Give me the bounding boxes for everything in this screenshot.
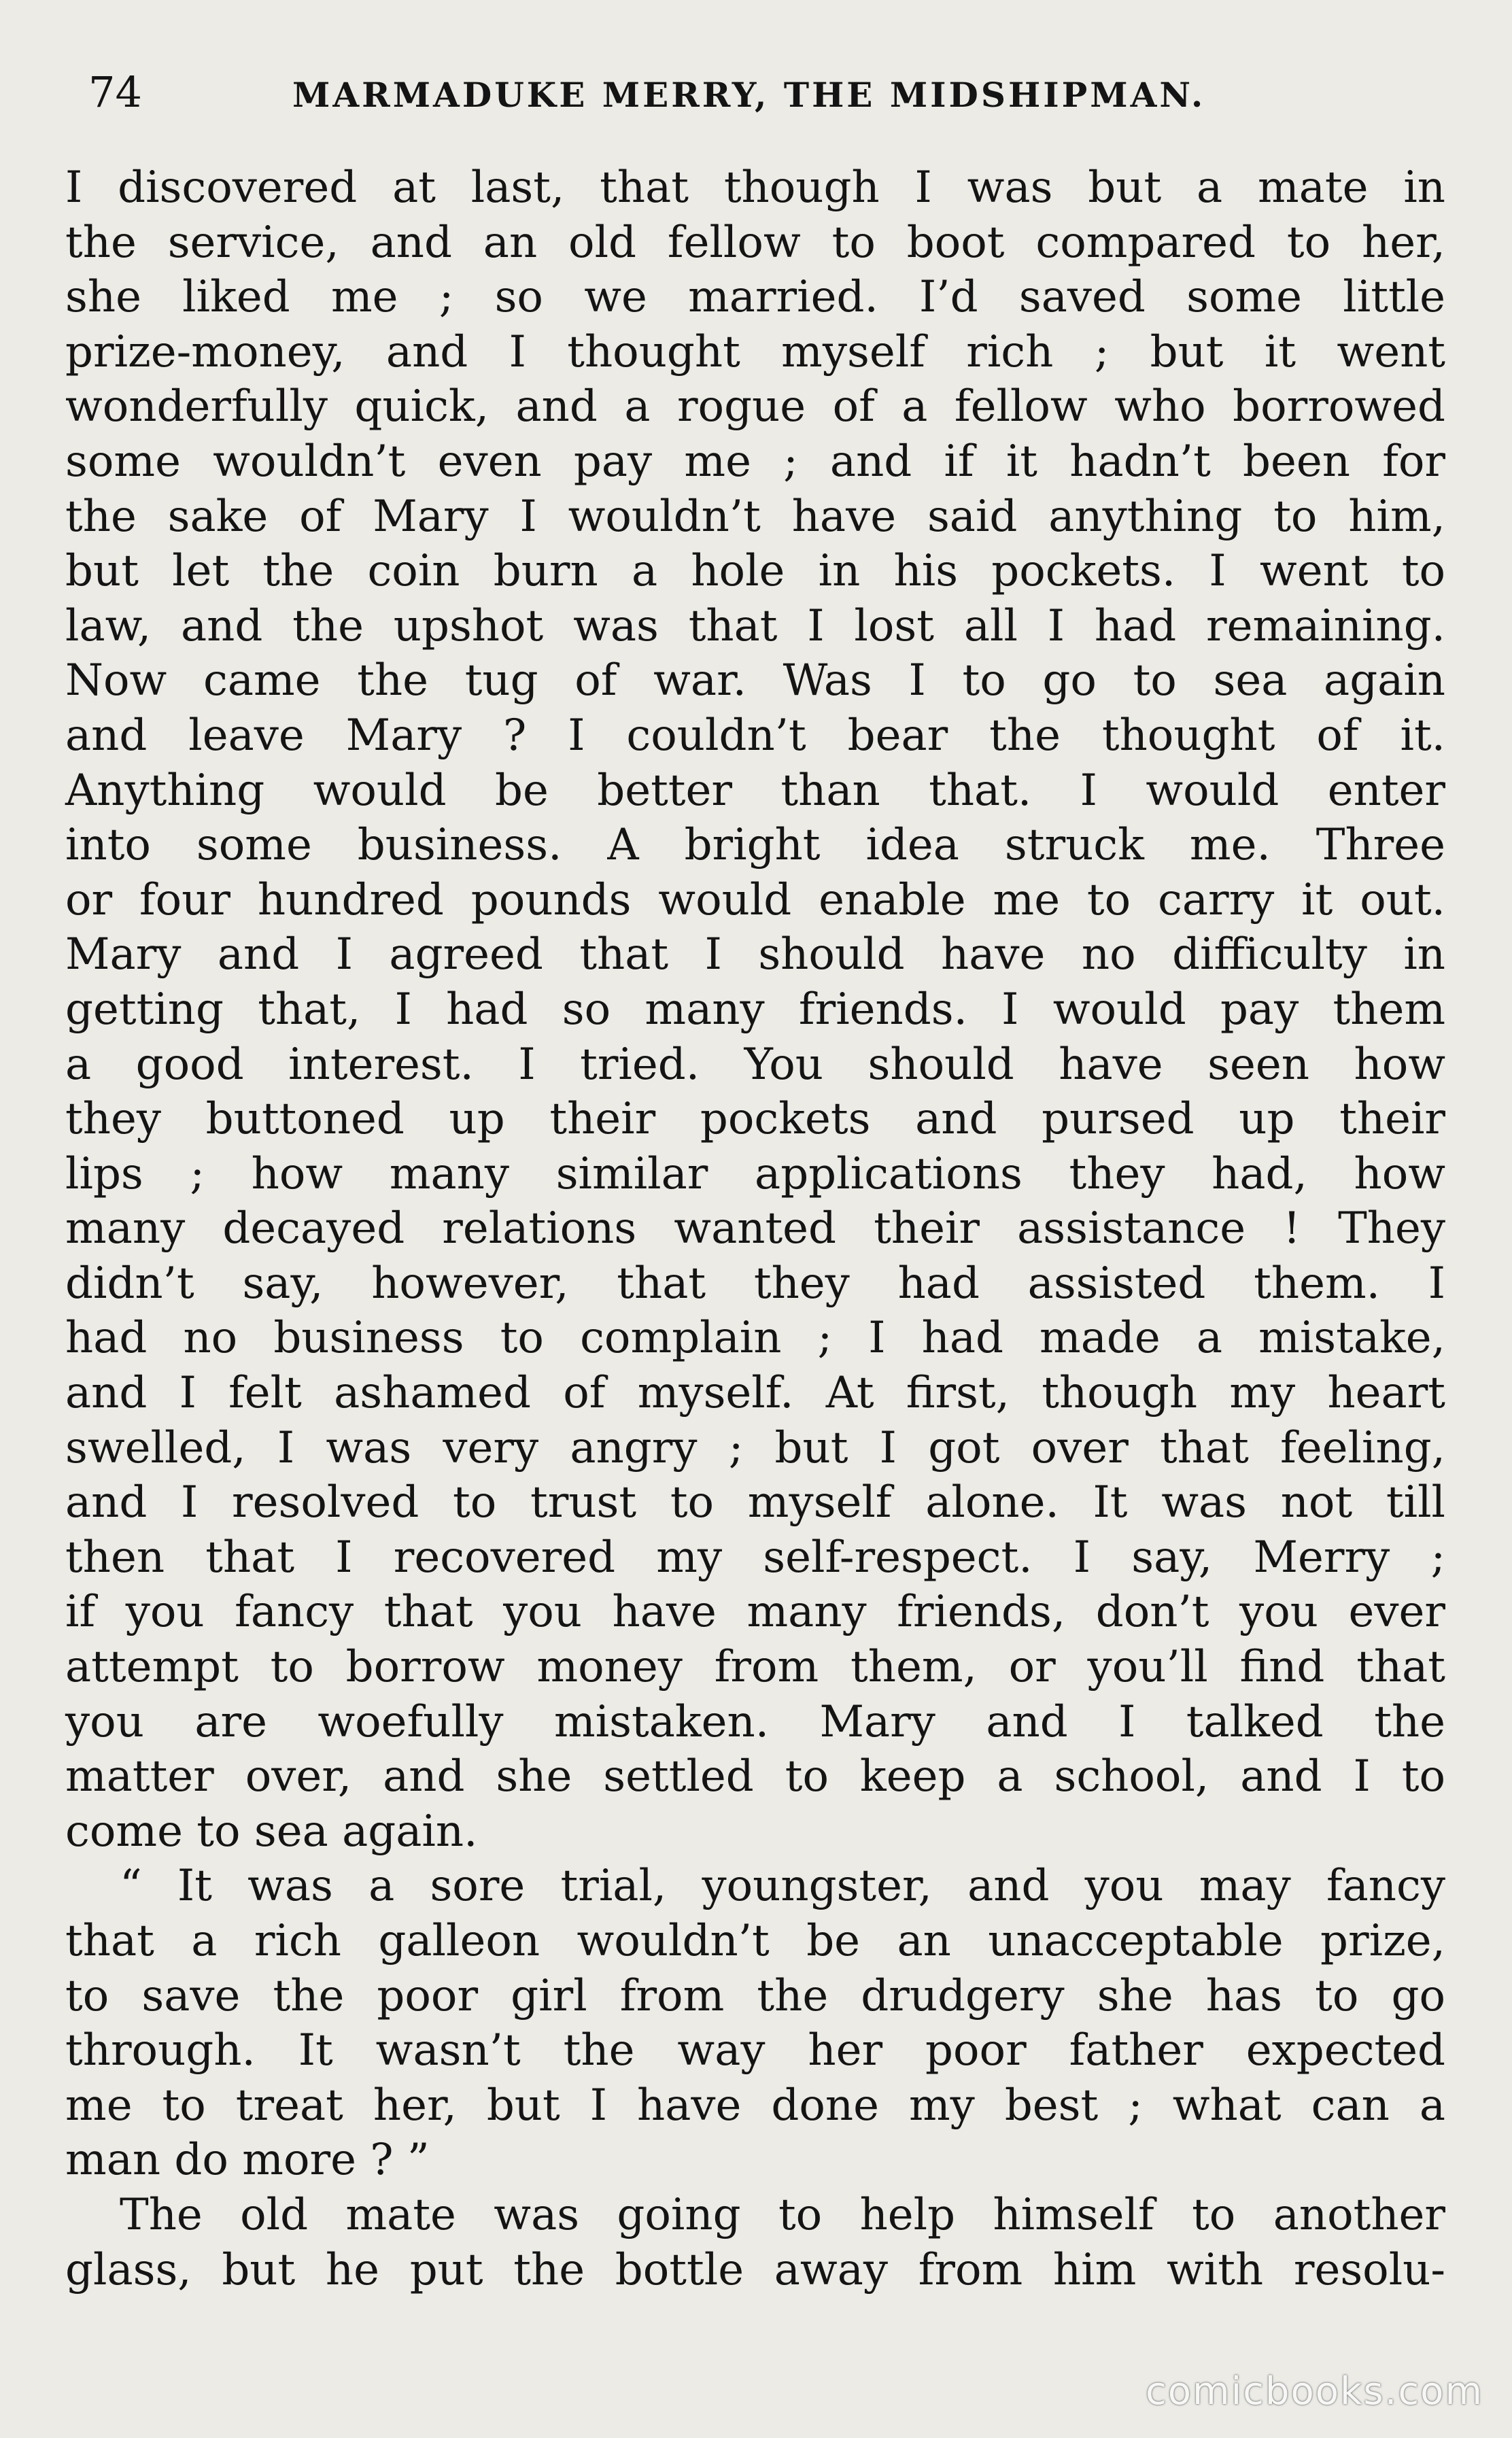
text-line: glass, but he put the bottle away from him with resolu-: [65, 2244, 1445, 2295]
text-line: and I resolved to trust to myself alone. It was not till: [65, 1477, 1445, 1528]
text-line: many decayed relations wanted their assistance ! They: [65, 1203, 1445, 1254]
text-line: into some business. A bright idea struck me. Three: [65, 820, 1445, 871]
text-line: and leave Mary ? I couldn’t bear the thought of it.: [65, 710, 1445, 761]
text-line: some wouldn’t even pay me ; and if it hadn’t been for: [65, 436, 1445, 487]
text-line: that a rich galleon wouldn’t be an unacceptable prize,: [65, 1916, 1445, 1966]
text-line: Now came the tug of war. Was I to go to sea again: [65, 655, 1445, 706]
text-line: she liked me ; so we married. I’d saved some little: [65, 272, 1445, 323]
text-line: to save the poor girl from the drudgery she has to go: [65, 1970, 1445, 2021]
text-line: The old mate was going to help himself to another: [120, 2189, 1445, 2240]
text-line: the sake of Mary I wouldn’t have said anything to him,: [65, 491, 1445, 542]
text-line: me to treat her, but I have done my best ; what can a: [65, 2080, 1445, 2131]
text-line: had no business to complain ; I had made a mistake,: [65, 1313, 1445, 1364]
text-line: through. It wasn’t the way her poor father expected: [65, 2025, 1445, 2076]
text-line: lips ; how many similar applications they had, how: [65, 1148, 1445, 1199]
text-line: Anything would be better than that. I would enter: [65, 765, 1445, 816]
body-text: [65, 160, 1445, 2297]
text-line: I discovered at last, that though I was but a mate in: [65, 162, 1445, 213]
text-line: Mary and I agreed that I should have no difficulty in: [65, 929, 1445, 980]
text-line: didn’t say, however, that they had assisted them. I: [65, 1258, 1445, 1309]
text-line: a good interest. I tried. You should have seen how: [65, 1039, 1445, 1090]
text-line: law, and the upshot was that I lost all I had remaining.: [65, 600, 1445, 651]
running-title: MARMADUKE MERRY, THE MIDSHIPMAN.: [292, 75, 1206, 115]
text-line: they buttoned up their pockets and pursed up their: [65, 1094, 1445, 1145]
text-line: matter over, and she settled to keep a school, and I to: [65, 1751, 1445, 1802]
text-line: swelled, I was very angry ; but I got over that feeling,: [65, 1422, 1445, 1473]
text-line: and I felt ashamed of myself. At first, though my heart: [65, 1368, 1445, 1419]
text-line: then that I recovered my self-respect. I say, Merry ;: [65, 1532, 1445, 1583]
text-line: attempt to borrow money from them, or you’ll find that: [65, 1642, 1445, 1693]
text-line: the service, and an old fellow to boot compared to her,: [65, 217, 1445, 268]
text-line: but let the coin burn a hole in his pockets. I went to: [65, 546, 1445, 597]
text-line: getting that, I had so many friends. I would pay them: [65, 984, 1445, 1035]
paragraph-end-line: man do more ? ”: [65, 2135, 430, 2186]
text-line: “ It was a sore trial, youngster, and you may fancy: [120, 1861, 1445, 1912]
text-line: wonderfully quick, and a rogue of a fellow who borrowed: [65, 381, 1445, 432]
watermark: comicbooks.com: [1145, 2369, 1483, 2414]
page-number: 74: [88, 67, 142, 117]
text-line: if you fancy that you have many friends, don’t you ever: [65, 1587, 1445, 1638]
text-line: you are woefully mistaken. Mary and I talked the: [65, 1696, 1445, 1747]
page-header: [88, 65, 1441, 120]
text-line: prize-money, and I thought myself rich ; but it went: [65, 326, 1445, 377]
paragraph-end-line: come to sea again.: [65, 1806, 478, 1857]
text-line: or four hundred pounds would enable me to carry it out.: [65, 874, 1445, 925]
